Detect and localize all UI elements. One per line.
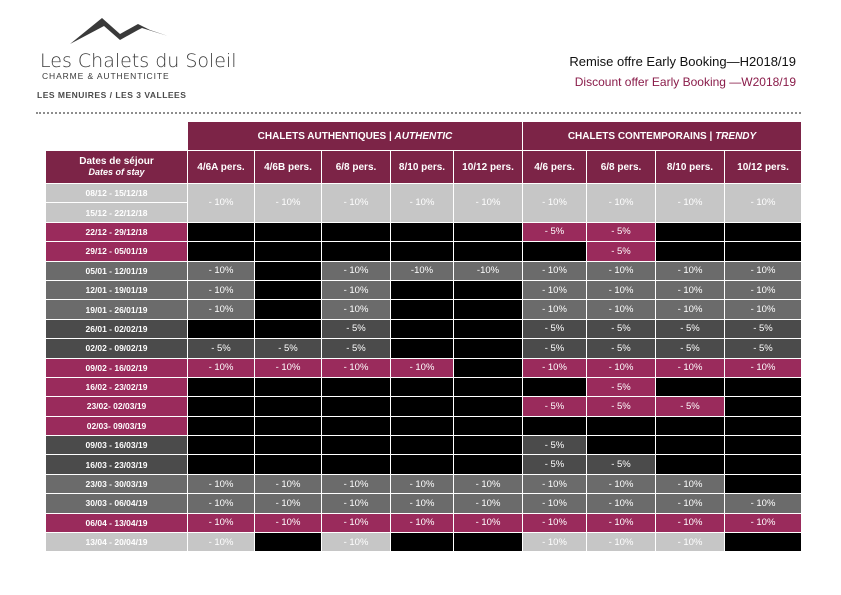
discount-cell: - 10%: [656, 474, 725, 493]
discount-cell: [188, 455, 255, 474]
discount-cell: - 10%: [322, 300, 391, 319]
discount-cell: - 10%: [523, 494, 587, 513]
column-header: 4/6A pers.: [188, 151, 255, 184]
discount-cell: [391, 455, 454, 474]
discount-cell: [188, 319, 255, 338]
discount-cell: [255, 319, 322, 338]
discount-cell: - 10%: [391, 184, 454, 223]
table-row: [46, 358, 802, 377]
discount-cell: - 5%: [322, 319, 391, 338]
discount-cell: [255, 397, 322, 416]
date-cell: 16/02 - 23/02/19: [46, 377, 188, 396]
discount-cell: - 10%: [188, 300, 255, 319]
table-row: [46, 533, 802, 552]
discount-cell: [454, 416, 523, 435]
date-column-header: [46, 151, 188, 184]
discount-cell: - 5%: [725, 319, 802, 338]
date-cell: 05/01 - 12/01/19: [46, 261, 188, 280]
table-row: [46, 319, 802, 338]
date-cell: 09/03 - 16/03/19: [46, 436, 188, 455]
discount-cell: - 10%: [725, 261, 802, 280]
discount-cell: [656, 377, 725, 396]
group-authentic-header: [188, 122, 523, 151]
discount-cell: [391, 319, 454, 338]
discount-cell: [322, 377, 391, 396]
discount-cell: [656, 436, 725, 455]
discount-cell: - 10%: [322, 494, 391, 513]
discount-cell: [391, 339, 454, 358]
discount-cell: - 5%: [523, 455, 587, 474]
column-header: 6/8 pers.: [587, 151, 656, 184]
column-header: 4/6B pers.: [255, 151, 322, 184]
date-cell: 15/12 - 22/12/18: [46, 203, 188, 222]
discount-cell: [391, 280, 454, 299]
discount-cell: [725, 377, 802, 396]
discount-cell: - 10%: [725, 358, 802, 377]
discount-cell: - 10%: [656, 358, 725, 377]
discount-cell: - 10%: [656, 280, 725, 299]
group-authentic-label: CHALETS AUTHENTIQUES |: [257, 130, 392, 142]
discount-cell: [656, 416, 725, 435]
discount-cell: [725, 474, 802, 493]
discount-cell: - 5%: [587, 455, 656, 474]
discount-cell: [391, 242, 454, 261]
discount-cell: [656, 455, 725, 474]
table-row: [46, 261, 802, 280]
table-row: [46, 300, 802, 319]
discount-cell: [391, 377, 454, 396]
discount-cell: [188, 397, 255, 416]
discount-cell: - 5%: [523, 339, 587, 358]
discount-cell: - 10%: [188, 513, 255, 532]
discount-cell: [255, 455, 322, 474]
discount-cell: - 10%: [322, 280, 391, 299]
date-cell: 02/03- 09/03/19: [46, 416, 188, 435]
discount-cell: [725, 222, 802, 241]
discount-cell: [188, 242, 255, 261]
discount-cell: - 10%: [587, 300, 656, 319]
discount-cell: - 10%: [322, 358, 391, 377]
discount-cell: - 5%: [523, 436, 587, 455]
offer-title-en: Discount offer Early Booking —W2018/19: [574, 75, 796, 89]
discount-cell: [454, 242, 523, 261]
discount-cell: - 5%: [587, 222, 656, 241]
discount-cell: [725, 455, 802, 474]
discount-cell: [725, 397, 802, 416]
discount-cell: - 10%: [587, 494, 656, 513]
date-cell: 12/01 - 19/01/19: [46, 280, 188, 299]
discount-cell: - 10%: [725, 280, 802, 299]
discount-cell: [322, 455, 391, 474]
discount-cell: - 5%: [656, 339, 725, 358]
discount-cell: [523, 377, 587, 396]
discount-cell: - 10%: [656, 184, 725, 223]
discount-cell: [255, 436, 322, 455]
discount-cell: - 10%: [188, 184, 255, 223]
discount-cell: [255, 242, 322, 261]
discount-cell: - 10%: [255, 513, 322, 532]
discount-cell: - 10%: [523, 280, 587, 299]
date-cell: 22/12 - 29/12/18: [46, 222, 188, 241]
discount-cell: [255, 533, 322, 552]
discount-cell: - 10%: [656, 494, 725, 513]
offer-title-fr: Remise offre Early Booking—H2018/19: [569, 54, 796, 69]
discount-cell: - 5%: [523, 222, 587, 241]
discount-cell: - 10%: [523, 261, 587, 280]
discount-cell: [322, 397, 391, 416]
column-header: 8/10 pers.: [391, 151, 454, 184]
discount-cell: - 10%: [255, 474, 322, 493]
table-row: [46, 184, 802, 203]
discount-cell: [391, 436, 454, 455]
discount-cell: - 10%: [255, 494, 322, 513]
discount-cell: [454, 455, 523, 474]
discount-cell: [255, 377, 322, 396]
date-cell: 08/12 - 15/12/18: [46, 184, 188, 203]
discount-cell: - 10%: [188, 261, 255, 280]
discount-cell: - 10%: [322, 474, 391, 493]
discount-cell: - 5%: [188, 339, 255, 358]
discount-cell: - 5%: [322, 339, 391, 358]
discount-cell: - 10%: [725, 513, 802, 532]
discount-cell: - 10%: [188, 280, 255, 299]
discount-cell: - 10%: [391, 474, 454, 493]
discount-cell: -10%: [391, 261, 454, 280]
discount-cell: - 10%: [454, 513, 523, 532]
corner-blank: [46, 122, 188, 151]
date-header-fr: Dates de séjour: [79, 156, 154, 167]
discount-cell: - 10%: [255, 358, 322, 377]
group-trendy-label-en: TRENDY: [715, 130, 757, 142]
group-trendy-header: [523, 122, 802, 151]
table-row: [46, 339, 802, 358]
brand-name: Les Chalets du Soleil: [40, 50, 237, 72]
discount-cell: - 10%: [587, 513, 656, 532]
discount-cell: [391, 222, 454, 241]
discount-cell: - 10%: [523, 184, 587, 223]
discount-cell: - 10%: [188, 358, 255, 377]
discount-cell: [188, 416, 255, 435]
discount-cell: [523, 416, 587, 435]
table-body: [46, 184, 802, 552]
discount-cell: - 10%: [255, 184, 322, 223]
discount-cell: - 10%: [188, 474, 255, 493]
discount-cell: - 10%: [391, 358, 454, 377]
discount-cell: - 10%: [391, 494, 454, 513]
discount-cell: - 5%: [523, 319, 587, 338]
discount-cell: - 10%: [322, 533, 391, 552]
discount-cell: - 10%: [587, 533, 656, 552]
column-header: 6/8 pers.: [322, 151, 391, 184]
discount-cell: [725, 416, 802, 435]
discount-cell: - 10%: [587, 261, 656, 280]
discount-cell: [188, 222, 255, 241]
discount-cell: - 10%: [523, 533, 587, 552]
discount-cell: - 5%: [255, 339, 322, 358]
discount-cell: [454, 319, 523, 338]
discount-cell: [322, 416, 391, 435]
discount-cell: - 10%: [322, 261, 391, 280]
table-row: [46, 494, 802, 513]
table-row: [46, 280, 802, 299]
table-row: [46, 436, 802, 455]
brand-location: LES MENUIRES / LES 3 VALLEES: [37, 90, 187, 100]
discount-cell: - 5%: [587, 242, 656, 261]
table-row: [46, 242, 802, 261]
discount-cell: - 10%: [587, 358, 656, 377]
table-row: [46, 455, 802, 474]
column-header: 4/6 pers.: [523, 151, 587, 184]
discount-cell: - 10%: [523, 513, 587, 532]
brand-tagline: CHARME & AUTHENTICITE: [42, 71, 170, 81]
discount-cell: [656, 242, 725, 261]
discount-cell: - 10%: [391, 513, 454, 532]
discount-cell: - 10%: [656, 533, 725, 552]
discount-cell: [587, 436, 656, 455]
dotted-divider: [36, 112, 801, 114]
discount-cell: - 10%: [523, 300, 587, 319]
discount-cell: - 5%: [587, 397, 656, 416]
table-row: [46, 377, 802, 396]
date-cell: 23/03 - 30/03/19: [46, 474, 188, 493]
discount-cell: - 10%: [322, 513, 391, 532]
discount-cell: - 10%: [656, 261, 725, 280]
date-cell: 02/02 - 09/02/19: [46, 339, 188, 358]
table-row: [46, 397, 802, 416]
discount-cell: - 5%: [725, 339, 802, 358]
discount-cell: - 10%: [725, 184, 802, 223]
discount-cell: [188, 436, 255, 455]
date-cell: 06/04 - 13/04/19: [46, 513, 188, 532]
table-row: [46, 474, 802, 493]
date-cell: 29/12 - 05/01/19: [46, 242, 188, 261]
discount-cell: [322, 222, 391, 241]
discount-cell: - 5%: [587, 377, 656, 396]
discount-cell: -10%: [454, 261, 523, 280]
discount-cell: [322, 436, 391, 455]
date-cell: 09/02 - 16/02/19: [46, 358, 188, 377]
discount-cell: - 10%: [725, 494, 802, 513]
discount-cell: [391, 416, 454, 435]
discount-cell: - 10%: [322, 184, 391, 223]
discount-cell: - 5%: [656, 319, 725, 338]
discount-cell: - 10%: [523, 358, 587, 377]
table-row: [46, 513, 802, 532]
discount-cell: [255, 416, 322, 435]
discount-cell: [454, 436, 523, 455]
discount-cell: [255, 300, 322, 319]
discount-cell: - 10%: [188, 533, 255, 552]
column-header: 10/12 pers.: [454, 151, 523, 184]
discount-cell: [454, 222, 523, 241]
group-trendy-label: CHALETS CONTEMPORAINS |: [567, 130, 713, 142]
discount-cell: [391, 300, 454, 319]
discount-cell: [454, 377, 523, 396]
mountain-icon: [68, 14, 178, 48]
discount-cell: - 10%: [454, 184, 523, 223]
discount-cell: [454, 533, 523, 552]
discount-table: [45, 121, 802, 552]
discount-cell: [523, 242, 587, 261]
discount-cell: - 5%: [656, 397, 725, 416]
discount-cell: - 5%: [523, 397, 587, 416]
discount-cell: [656, 222, 725, 241]
discount-cell: [391, 397, 454, 416]
date-header-en: Dates of stay: [88, 167, 145, 177]
discount-cell: - 10%: [656, 513, 725, 532]
discount-cell: [454, 397, 523, 416]
discount-cell: - 5%: [587, 339, 656, 358]
group-authentic-label-en: AUTHENTIC: [394, 130, 453, 142]
discount-cell: - 10%: [587, 280, 656, 299]
discount-cell: [255, 280, 322, 299]
column-header: 8/10 pers.: [656, 151, 725, 184]
column-header: 10/12 pers.: [725, 151, 802, 184]
discount-cell: - 10%: [587, 184, 656, 223]
discount-cell: - 10%: [656, 300, 725, 319]
discount-cell: [188, 377, 255, 396]
table-row: [46, 416, 802, 435]
discount-cell: - 10%: [188, 494, 255, 513]
discount-cell: [391, 533, 454, 552]
discount-cell: [255, 222, 322, 241]
discount-cell: [454, 280, 523, 299]
date-cell: 13/04 - 20/04/19: [46, 533, 188, 552]
discount-cell: [454, 339, 523, 358]
date-cell: 19/01 - 26/01/19: [46, 300, 188, 319]
table-row: [46, 222, 802, 241]
discount-cell: [725, 242, 802, 261]
discount-cell: [725, 533, 802, 552]
date-cell: 23/02- 02/03/19: [46, 397, 188, 416]
discount-cell: [255, 261, 322, 280]
discount-cell: [322, 242, 391, 261]
discount-cell: [725, 436, 802, 455]
discount-cell: - 10%: [725, 300, 802, 319]
discount-cell: - 10%: [454, 474, 523, 493]
discount-cell: [454, 300, 523, 319]
discount-cell: [587, 416, 656, 435]
date-cell: 16/03 - 23/03/19: [46, 455, 188, 474]
discount-cell: - 10%: [454, 494, 523, 513]
date-cell: 26/01 - 02/02/19: [46, 319, 188, 338]
discount-cell: - 10%: [587, 474, 656, 493]
discount-cell: [454, 358, 523, 377]
discount-cell: - 10%: [523, 474, 587, 493]
date-cell: 30/03 - 06/04/19: [46, 494, 188, 513]
discount-cell: - 5%: [587, 319, 656, 338]
